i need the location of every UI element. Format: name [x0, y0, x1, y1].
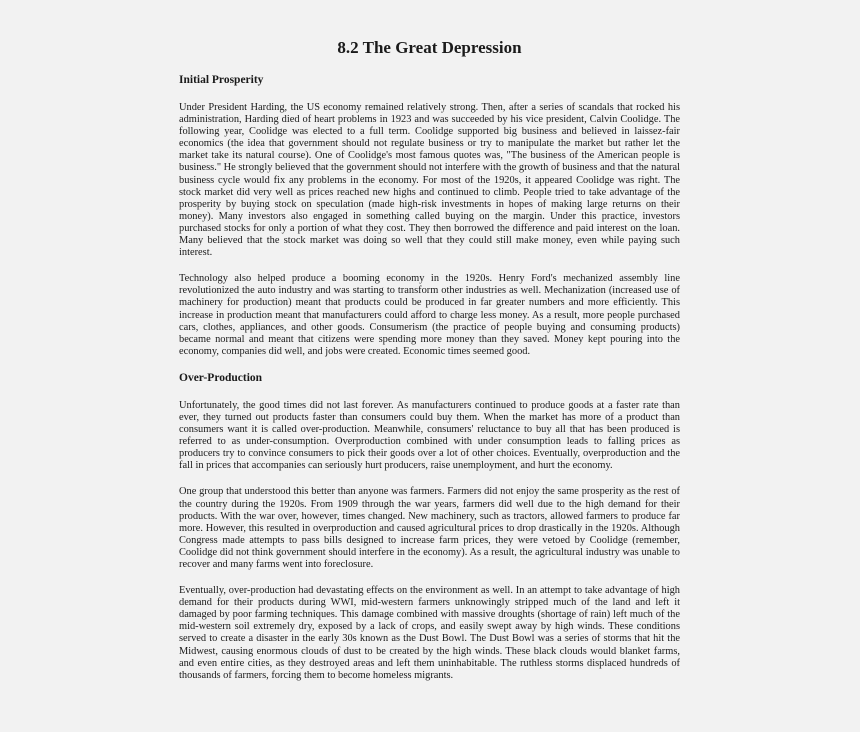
paragraph: Technology also helped produce a booming economy in the 1920s. Henry Ford's mechanized assembly line revolutionized the auto industry and was starting to transform other industries as well. Mechanization (increased use of machinery for production) meant that products could be produced in far greater numbers and more efficiently. This increase in production meant that manufacturers could afford to charge less money. As a result, more people purchased cars, clothes, appliances, and other goods. Consumerism (the practice of people buying and consuming products) became normal and meant that citizens were spending more money than they saved. Money kept pouring into the economy, companies did well, and jobs were created. Economic times seemed good. — [179, 273, 680, 357]
section-heading-over-production: Over-Production — [179, 371, 263, 384]
paragraph: Under President Harding, the US economy remained relatively strong. Then, after a series of scandals that rocked his administration, Harding died of heart problems in 1923 and was succeeded by his vice president, Calvin Coolidge. The following year, Coolidge was elected to a full term. Coolidge supported big business and believed in laissez-fair economics (the idea that government should not regulate business or try to manipulate the market but rather let the market take its natural course). One of Coolidge's most famous quotes was, "The business of the American people is business." He strongly believed that the government should not interfere with the growth of business and that the natural business cycle would fix any problems in the economy. For most of the 1920s, it appeared Coolidge was right. The stock market did very well as prices reached new highs and continued to climb. People tried to take advantage of the prosperity by buying stock on speculation (made high-risk investments in hopes of making large returns on their money). Many investors also engaged in something called buying on the margin. Under this practice, investors purchased stocks for only a portion of what they cost. They then borrowed the difference and paid interest on the loan. Many believed that the stock market was doing so well that they could still make money, even while paying such interest. — [179, 102, 680, 259]
page-title: 8.2 The Great Depression — [337, 38, 522, 57]
section-heading-initial-prosperity: Initial Prosperity — [179, 74, 264, 86]
paragraph: One group that understood this better than anyone was farmers. Farmers did not enjoy the same prosperity as the rest of the country during the 1920s. From 1909 through the war years, farmers did well due to the high demand for their products. With the war over, however, times changed. New machinery, such as tractors, allowed farmers to produce far more. However, this resulted in overproduction and caused agricultural prices to drop drastically in the 1920s. Although Congress made attempts to pass bills designed to increase farm prices, they were vetoed by Coolidge (remember, Coolidge did not think government should interfere in the economy). As a result, the agricultural industry was unable to recover and many farms went into foreclosure. — [179, 486, 680, 570]
paragraph: Eventually, over-production had devastating effects on the environment as well. In an attempt to take advantage of high demand for their products during WWI, mid-western farmers unknowingly stripped much of the land and left it damaged by poor farming techniques. This damage combined with massive droughts (shortage of rain) left much of the mid-western soil extremely dry, exposed by a lack of crops, and easily swept away by high winds. These conditions served to create a disaster in the early 30s known as the Dust Bowl. The Dust Bowl was a series of storms that hit the Midwest, causing enormous clouds of dust to be created by the high winds. These black clouds would blanket farms, and even entire cities, as they destroyed areas and left them uninhabitable. The ruthless storms displaced hundreds of thousands of farmers, forcing them to become homeless migrants. — [179, 585, 680, 681]
paragraph: Unfortunately, the good times did not last forever. As manufacturers continued to produce goods at a faster rate than ever, they turned out products faster than consumers could buy them. When the market has more of a product than consumers want it is called over-production. Meanwhile, consumers' reluctance to buy all that has been produced is referred to as under-consumption. Overproduction combined with under consumption leads to falling prices as producers try to convince consumers to pick their goods over a lot of other choices. Eventually, overproduction and the fall in prices that accompanies can seriously hurt producers, raise unemployment, and hurt the economy. — [179, 399, 680, 472]
